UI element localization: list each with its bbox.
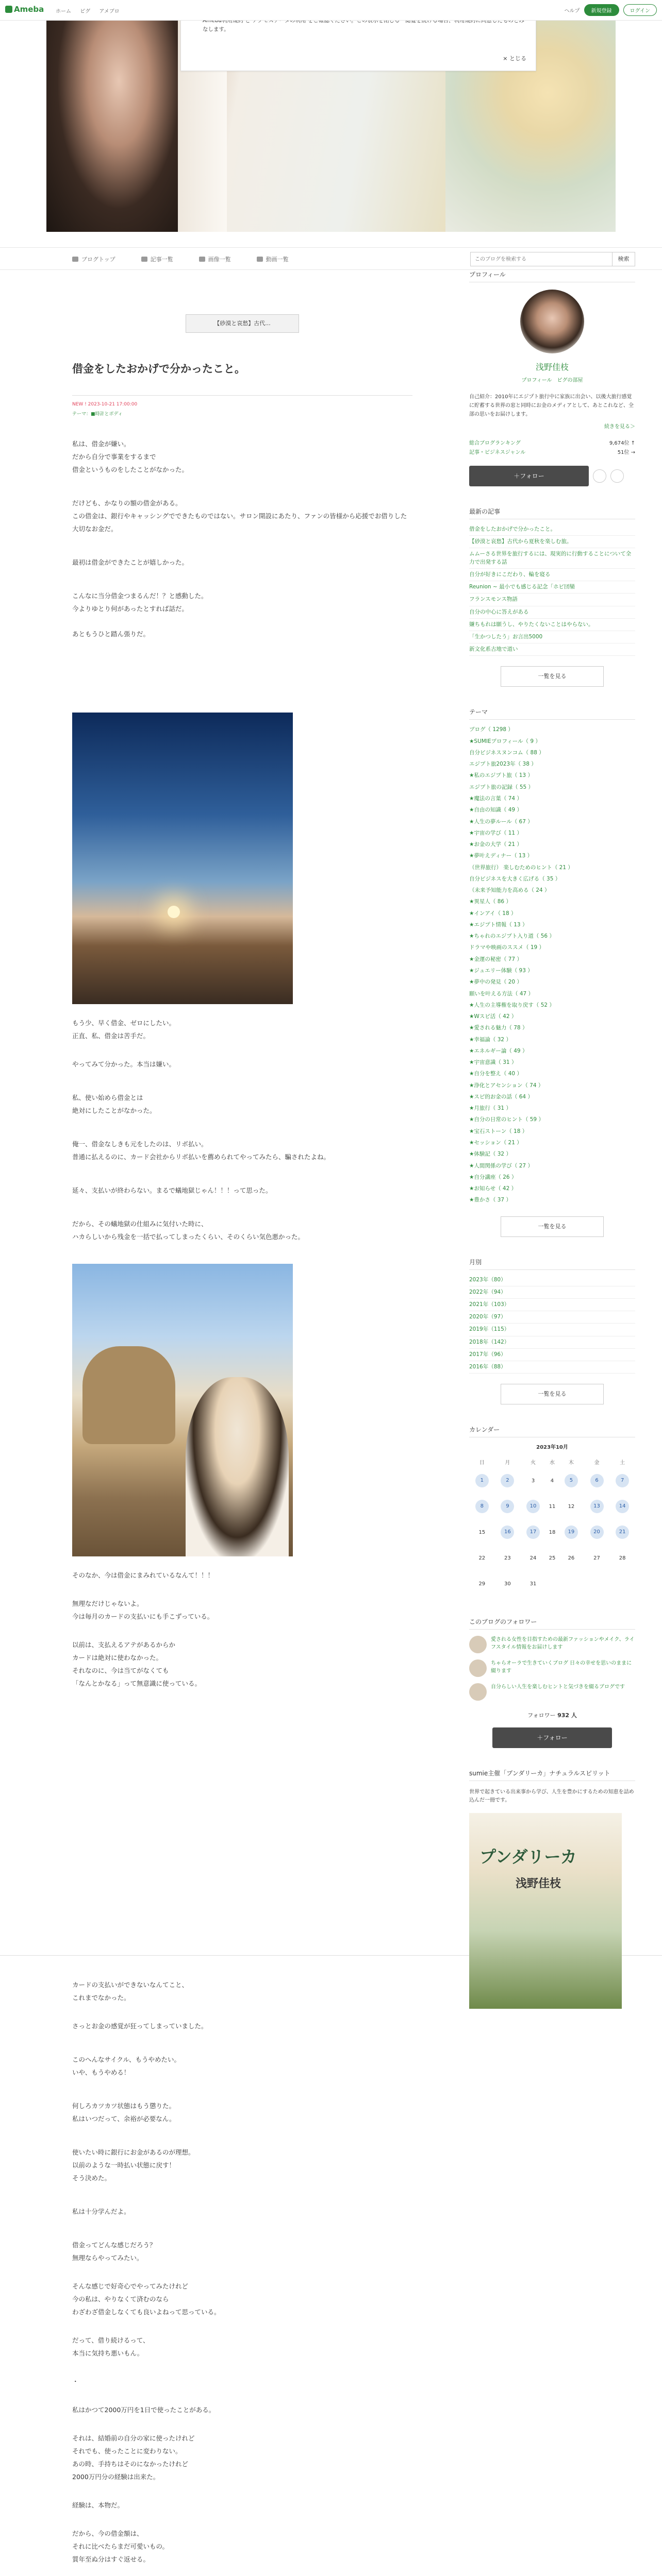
- calendar-weekday: 月: [505, 1460, 510, 1466]
- sidebar: [469, 270, 635, 2009]
- recent-article-link[interactable]: Reunion ~ 最小でも感じる記念「ホビ団欒: [469, 581, 635, 594]
- top-nav: [56, 7, 127, 14]
- blog-search: [470, 252, 635, 266]
- archive-link[interactable]: 2019年（115）: [469, 1324, 635, 1336]
- paragraph: 使いたい時に銀行にお金があるのが理想。 以前のような一時払い状態に戻す！ そう決めた。: [72, 2148, 195, 2182]
- follower-text: ちゃらオーラで生きていくブログ 日々の幸せを思いのままに綴ります: [491, 1660, 632, 1674]
- rank-row[interactable]: [469, 439, 635, 448]
- theme-link[interactable]: ★SUMIEプロフィール（ 9 ）: [469, 738, 541, 744]
- calendar-day: [546, 1571, 558, 1597]
- theme-link[interactable]: ★お金の大学（ 21 ）: [469, 841, 522, 848]
- nav-blog-top-label: ブログトップ: [81, 256, 115, 263]
- theme-link[interactable]: ★愛される魅力（ 78 ）: [469, 1025, 528, 1031]
- calendar-day-number: 19: [565, 1526, 578, 1539]
- theme-link[interactable]: ★自分の日常のヒント（ 59 ）: [469, 1116, 544, 1123]
- theme-link[interactable]: ドラマや映画のススメ（ 19 ）: [469, 944, 545, 951]
- theme-link[interactable]: ★セッション（ 21 ）: [469, 1139, 522, 1146]
- theme-link[interactable]: ★金運の秘密（ 77 ）: [469, 956, 522, 962]
- top-bar-actions: [565, 4, 657, 16]
- follow-area: [469, 466, 635, 486]
- paragraph: 俺一、借金なしきも元をしたのは、リボ払い。 普通に払えるのに、カード会社からリボ払いを薦められてやってみたら、騙されたよね。: [72, 1140, 330, 1161]
- theme-more-button[interactable]: 一覧を見る: [501, 1216, 604, 1237]
- calendar-day-number: 10: [526, 1500, 540, 1513]
- nav-image-list[interactable]: [199, 255, 231, 263]
- calendar-day[interactable]: [584, 1468, 610, 1494]
- book-heading: sumie主催「プンダリーカ」ナチュラルスピリット: [469, 1769, 635, 1781]
- theme-link[interactable]: ★夢叶えディナー（ 13 ）: [469, 853, 533, 859]
- calendar-day-number: 9: [501, 1500, 514, 1513]
- calendar-day-number: 21: [616, 1526, 629, 1539]
- ameba-logo[interactable]: [5, 5, 44, 14]
- book-title: プンダリーカ: [479, 1847, 577, 1867]
- calendar-weekday: 金: [594, 1460, 600, 1466]
- sphinx-photo[interactable]: [72, 1264, 293, 1556]
- theme-link[interactable]: ★エジプト情報（ 13 ）: [469, 921, 528, 928]
- calendar: [469, 1425, 635, 1597]
- theme-link[interactable]: ★人生の夢ルール（ 67 ）: [469, 818, 533, 825]
- nav-video-list-label: 動画一覧: [266, 256, 289, 263]
- follower-text: 自分らしい人生を楽しむヒントと気づきを綴るブログです: [491, 1684, 625, 1690]
- follower-item[interactable]: [469, 1636, 635, 1653]
- paragraph: カードの支払いができないなんてこと、 これまでなかった。: [72, 1981, 189, 2002]
- ranking: [469, 439, 635, 457]
- paragraph: 借金ってどんな感じだろう？ 無理ならやってみたい。: [72, 2241, 156, 2262]
- profile-name[interactable]: 浅野佳枝: [535, 362, 569, 372]
- calendar-day-number: 8: [475, 1500, 489, 1513]
- search-button[interactable]: 検索: [612, 252, 635, 266]
- calendar-day[interactable]: [558, 1468, 584, 1494]
- theme-link[interactable]: （世界旅行） 楽しむためのヒント（ 21 ）: [469, 864, 573, 871]
- paragraph: 私は十分学んだよ。: [72, 2208, 130, 2215]
- cookie-close-button[interactable]: × とじる: [503, 55, 526, 62]
- calendar-day[interactable]: [609, 1519, 635, 1545]
- paragraph: 私はかつて2000万円を1日で使ったことがある。: [72, 2406, 216, 2414]
- calendar-day[interactable]: [558, 1519, 584, 1545]
- archive-list: [469, 1274, 635, 1374]
- article: [72, 270, 412, 1705]
- paragraph: 私、使い始めら借金とは 絶対にしたことがなかった。: [72, 1094, 156, 1115]
- theme-link[interactable]: ★ジュエリー体験（ 93 ）: [469, 967, 533, 974]
- calendar-day[interactable]: [584, 1494, 610, 1519]
- followers-heading: このブログのフォロワー: [469, 1617, 635, 1630]
- recent-article-link[interactable]: ムムーさる世界を旅行するには、現実的に行動することについて全力で出発する話: [469, 548, 635, 568]
- paragraph: やってみて分かった。本当は嫌い。: [72, 1060, 176, 1069]
- theme-link[interactable]: 自分ビジネスヌンコム（ 88 ）: [469, 749, 544, 756]
- calendar-weekday: 火: [531, 1460, 536, 1466]
- calendar-weekday: 土: [620, 1460, 625, 1466]
- article-date: NEW ! 2023-10-21 17:00:00: [72, 402, 138, 408]
- paragraph: だから、今の借金額は、 それに比べたらまだ可愛いもの。 質年至ぬ分はすぐ返せる。: [72, 2530, 169, 2563]
- help-link[interactable]: ヘルプ: [564, 8, 580, 14]
- calendar-day-number: 23: [504, 1555, 511, 1561]
- theme-link[interactable]: ★人間関係の学び（ 27 ）: [469, 1162, 533, 1169]
- calendar-day-number: 14: [616, 1500, 629, 1513]
- calendar-day-number: 3: [531, 1478, 535, 1484]
- paragraph: 最初は借金ができたことが嬉しかった。: [72, 558, 189, 567]
- calendar-day[interactable]: [495, 1468, 521, 1494]
- calendar-day-number: 24: [529, 1555, 537, 1561]
- theme-link[interactable]: エジプト旅の記録（ 55 ）: [469, 784, 534, 790]
- theme-link[interactable]: ★エネルギー論（ 49 ）: [469, 1047, 528, 1054]
- calendar-heading: カレンダー: [469, 1425, 635, 1437]
- theme-link[interactable]: （未来予知能力を高める（ 24 ）: [469, 887, 550, 894]
- follow-button[interactable]: ＋フォロー: [469, 466, 589, 486]
- profile-description: 自己紹介：2010年にエジプト旅行中に家族に出会い、以後大旅行感覚に貯蓄する世界の窓と同時にお金のメディアとして、あとこれなど、全部の思いをお届けします。: [469, 394, 634, 417]
- nav-image-list-label: 画像一覧: [208, 256, 231, 263]
- theme-link[interactable]: ★ちゃれのエジプト入り道（ 56 ）: [469, 933, 555, 940]
- theme-link[interactable]: ★月旅行（ 31 ）: [469, 1105, 511, 1112]
- archive-link[interactable]: 2016年（88）: [469, 1361, 635, 1374]
- calendar-month[interactable]: 2023年10月: [536, 1445, 568, 1451]
- paragraph: ・: [72, 2378, 79, 2385]
- calendar-day-number: 20: [590, 1526, 604, 1539]
- book-promo: [469, 1769, 635, 2009]
- follower-text: 愛される女性を目指すための最新ファッションやメイク、ライフスタイル情報をお届けします: [491, 1637, 635, 1651]
- theme-link[interactable]: 自分ビジネスを大きく広げる（ 35 ）: [469, 875, 561, 882]
- search-input[interactable]: [471, 252, 612, 266]
- archive-heading: 月別: [469, 1258, 635, 1270]
- followers: [469, 1617, 635, 1748]
- book-author: 浅野佳枝: [516, 1877, 561, 1891]
- paragraph: こんなに当分借金つまるんだ！？と感動した。 今よりゆとり何があったとすれば話だ。: [72, 592, 208, 613]
- rss-icon[interactable]: [610, 469, 624, 483]
- archive-link[interactable]: 2023年（80）: [469, 1274, 635, 1286]
- calendar-table: [469, 1455, 635, 1597]
- archive-link[interactable]: 2018年（142）: [469, 1336, 635, 1349]
- theme-link[interactable]: ★自分講座（ 26 ）: [469, 1174, 517, 1180]
- nav-pigg[interactable]: ピグ: [80, 9, 91, 14]
- follow-area-2: [469, 1727, 635, 1748]
- theme-link[interactable]: ★Wスピ活（ 42 ）: [469, 1013, 517, 1020]
- recent-article-link[interactable]: 【砂漠と哀愁】古代から夏秋を楽しむ旅。: [469, 536, 635, 548]
- rank-label: 総合ブログランキング: [469, 440, 521, 446]
- paragraph: それは、結婚前の自分の家に使ったけれど それでも、使ったことに変わりない。 あの時、手持ちはそのになかったけれど 2000万円分の経験は出来た。: [72, 2434, 195, 2481]
- follower-count-value: 932 人: [557, 1712, 577, 1719]
- recent-more-button[interactable]: 一覧を見る: [501, 666, 604, 687]
- share-icon[interactable]: [593, 469, 606, 483]
- theme-link[interactable]: 願いを叶える方法（ 47 ）: [469, 990, 534, 997]
- calendar-day-number: 11: [549, 1503, 556, 1510]
- recent-article-link[interactable]: 借金をしたおかげで分かったこと。: [469, 523, 635, 536]
- paragraph: 延々、支払いが終わらない。まるで蟻地獄じゃん！！！って思った。: [72, 1187, 272, 1195]
- rank-value: 51位 →: [617, 450, 635, 455]
- book-cover[interactable]: [469, 1813, 622, 2009]
- theme-link[interactable]: ★私のエジプト旅（ 13 ）: [469, 772, 533, 779]
- calendar-day-number: 22: [478, 1555, 486, 1561]
- theme-link[interactable]: ★宇宙意識（ 31 ）: [469, 1059, 517, 1066]
- camera-icon: [199, 257, 205, 262]
- theme-link[interactable]: ★魔法の言葉（ 74 ）: [469, 795, 522, 802]
- theme-link[interactable]: エジプト旅2023年（ 38 ）: [469, 761, 537, 768]
- person-shape: [186, 1377, 289, 1556]
- archives: [469, 1258, 635, 1405]
- avatar[interactable]: [520, 290, 584, 353]
- blog-nav: [0, 247, 662, 270]
- recent-article-link[interactable]: 「生かつしたう」お言出5000: [469, 631, 635, 643]
- calendar-day[interactable]: [609, 1468, 635, 1494]
- paragraph: 無理なだけじゃないよ。 今は毎月のカードの支払いにも手こずっている。: [72, 1600, 214, 1621]
- archive-link[interactable]: 2022年（94）: [469, 1286, 635, 1299]
- calendar-day-number: 17: [526, 1526, 540, 1539]
- calendar-day-number: 4: [550, 1478, 554, 1484]
- article-title[interactable]: 借金をしたおかげで分かったこと。: [72, 363, 245, 375]
- calendar-day-number: 15: [478, 1529, 486, 1535]
- list-icon: [141, 257, 147, 262]
- calendar-day[interactable]: [520, 1494, 546, 1519]
- home-icon: [72, 257, 78, 262]
- calendar-day[interactable]: [609, 1494, 635, 1519]
- nav-ameblo[interactable]: アメブロ: [99, 9, 120, 14]
- calendar-weekday: 水: [549, 1460, 555, 1466]
- paragraph: そんな感じで好奇心でやってみたけれど 今の私は、やりなくて済むのなら わざわざ借金しなくても良いよねって思っている。: [72, 2282, 221, 2316]
- calendar-day: [520, 1571, 546, 1597]
- rank-row[interactable]: [469, 448, 635, 457]
- paragraph: さっとお金の感覚が狂ってしまっていました。: [72, 2022, 208, 2030]
- follower-count: [469, 1711, 635, 1719]
- nav-home[interactable]: ホーム: [56, 9, 71, 14]
- theme-link[interactable]: ★夢中の発見（ 20 ）: [469, 979, 522, 986]
- logo-text: Ameba: [14, 5, 44, 14]
- register-button[interactable]: 新規登録: [584, 4, 619, 16]
- title-divider: [72, 395, 412, 396]
- paragraph: だから、その蟻地獄の仕組みに気付いた時に、 ハカらしいから残金を一括で払ってしまったくらい、そのくらい気色悪かった。: [72, 1220, 305, 1241]
- calendar-day-number: 18: [549, 1529, 556, 1535]
- ameba-logo-icon: [5, 6, 12, 13]
- calendar-day-number: 16: [501, 1526, 514, 1539]
- profile-links[interactable]: プロフィール ピグの部屋: [521, 378, 583, 383]
- paragraph: 経験は、本物だ。: [72, 2501, 124, 2509]
- theme-link[interactable]: ★インアイ（ 18 ）: [469, 910, 517, 917]
- calendar-day: [546, 1494, 558, 1519]
- calendar-day-number: 12: [568, 1503, 575, 1510]
- theme-link[interactable]: ★人生の主導権を取り戻す（ 52 ）: [469, 1002, 555, 1008]
- calendar-day: [546, 1519, 558, 1545]
- recent-article-link[interactable]: 嫌ちもれは願うし、やりたくないことはやらない。: [469, 619, 635, 631]
- paragraph: そのなか、今は借金にまみれているなんて！！！: [72, 1571, 214, 1580]
- calendar-day: [609, 1545, 635, 1571]
- calendar-day: [558, 1571, 584, 1597]
- recent-list: [469, 523, 635, 656]
- theme-link[interactable]: ★宇宙の学び（ 11 ）: [469, 829, 522, 836]
- paragraph: 以前は、支払えるアテがあるからか カードは絶対に使わなかった。 それなのに、今は当てがなくても 「なんとかなる」って無意識に使っている。: [72, 1641, 202, 1688]
- calendar-day-number: 31: [529, 1581, 537, 1587]
- theme-link[interactable]: ★自分を整え（ 40 ）: [469, 1071, 522, 1077]
- calendar-day: [520, 1545, 546, 1571]
- calendar-day-number: 2: [501, 1474, 514, 1487]
- calendar-day-number: 1: [475, 1474, 489, 1487]
- recent-article-link[interactable]: 新文化系古地で道い: [469, 643, 635, 656]
- theme-list: [469, 724, 635, 1206]
- video-icon: [257, 257, 263, 262]
- archive-link[interactable]: 2021年（103）: [469, 1299, 635, 1311]
- profile-heading: プロフィール: [469, 270, 635, 282]
- calendar-day: [520, 1468, 546, 1494]
- login-button[interactable]: ログイン: [623, 4, 657, 16]
- calendar-day-number: 26: [568, 1555, 575, 1561]
- profile-more-link[interactable]: 続きを見る＞: [604, 424, 635, 430]
- theme-link[interactable]: ★幸福論（ 32 ）: [469, 1036, 511, 1043]
- calendar-day: [546, 1545, 558, 1571]
- calendar-day[interactable]: [469, 1494, 495, 1519]
- theme-link[interactable]: ★宝石ストーン（ 18 ）: [469, 1128, 528, 1134]
- rank-label: 記事・ビジネスジャンル: [469, 450, 526, 455]
- calendar-day-number: 29: [478, 1581, 486, 1587]
- calendar-day-number: 28: [619, 1555, 626, 1561]
- calendar-day[interactable]: [584, 1519, 610, 1545]
- calendar-day: [584, 1545, 610, 1571]
- follow-button-2[interactable]: ＋フォロー: [492, 1727, 612, 1748]
- follower-avatar: [469, 1659, 487, 1677]
- top-bar: [0, 0, 662, 21]
- archive-more-button[interactable]: 一覧を見る: [501, 1384, 604, 1404]
- theme-link[interactable]: ★お知らせ（ 42 ）: [469, 1185, 517, 1192]
- recent-articles: [469, 507, 635, 687]
- calendar-day-number: 27: [593, 1555, 600, 1561]
- calendar-day[interactable]: [495, 1519, 521, 1545]
- paragraph: 私は、借金が嫌い。 だから自分で事業をするまで 借金というものをしたことがなかった。: [72, 440, 189, 474]
- book-description: 世界で起きている出来事から学び、人生を豊かにするための知恵を詰め込んだ一冊です。: [469, 1789, 634, 1804]
- article-body: [72, 437, 412, 1690]
- recent-heading: 最新の記事: [469, 507, 635, 519]
- header-portrait: [46, 0, 178, 232]
- nav-video-list[interactable]: [257, 255, 289, 263]
- paragraph: このへんなサイクル、もうやめたい。 いや、もうやめる！: [72, 2056, 181, 2076]
- calendar-day: [584, 1571, 610, 1597]
- recent-article-link[interactable]: 自分の中心に答えがある: [469, 606, 635, 619]
- follower-item[interactable]: [469, 1683, 635, 1701]
- theme-link[interactable]: ★豊かさ（ 37 ）: [469, 1197, 511, 1204]
- theme-heading: テーマ: [469, 707, 635, 720]
- calendar-day-number: 13: [590, 1500, 604, 1513]
- follower-avatar: [469, 1636, 487, 1653]
- archive-link[interactable]: 2020年（97）: [469, 1311, 635, 1324]
- nav-article-list-label: 記事一覧: [150, 256, 173, 263]
- calendar-day: [469, 1571, 495, 1597]
- follower-avatar: [469, 1683, 487, 1701]
- paragraph: だって、借り続けるって、 本当に気持ち悪いもん。: [72, 2336, 150, 2357]
- theme-link[interactable]: ★体験記（ 32 ）: [469, 1151, 511, 1158]
- calendar-day: [609, 1571, 635, 1597]
- recent-article-link[interactable]: 自分が好きにこだわり、輪を寝る: [469, 569, 635, 581]
- calendar-day: [546, 1468, 558, 1494]
- article-body-continued: [72, 1978, 412, 2576]
- nav-article-list[interactable]: [141, 255, 173, 263]
- theme-link[interactable]: ブログ（ 1298 ）: [469, 726, 514, 733]
- article-theme[interactable]: テーマ：■時計とボディ: [72, 412, 123, 417]
- calendar-day: [469, 1545, 495, 1571]
- follower-item[interactable]: [469, 1659, 635, 1677]
- themes: [469, 707, 635, 1236]
- paragraph: もう少、早く借金、ゼロにしたい。 正直、私、借金は苦手だ。: [72, 1019, 176, 1040]
- archive-link[interactable]: 2017年（96）: [469, 1349, 635, 1361]
- calendar-day: [469, 1519, 495, 1545]
- theme-link[interactable]: ★異星人（ 86 ）: [469, 899, 511, 905]
- sun-shape: [168, 906, 180, 918]
- calendar-day-number: 25: [549, 1555, 556, 1561]
- paragraph: あともうひと踏ん張りだ。: [72, 630, 150, 638]
- calendar-day[interactable]: [495, 1494, 521, 1519]
- theme-link[interactable]: ★スピ的お金の話（ 64 ）: [469, 1093, 533, 1100]
- calendar-day-number: 6: [590, 1474, 604, 1487]
- prev-article-button[interactable]: 【砂漠と哀愁】古代...: [186, 314, 299, 333]
- calendar-day: [558, 1494, 584, 1519]
- theme-link[interactable]: ★自由の知識（ 49 ）: [469, 807, 522, 814]
- sunrise-photo[interactable]: [72, 713, 293, 1004]
- paragraph: だけども、かなりの額の借金がある。 この借金は、銀行やキャッシングでできたものではない。サロン開設にあたり、ファンの皆様から応援でお借りした大切なお金だ。: [72, 499, 407, 533]
- calendar-day-number: 5: [565, 1474, 578, 1487]
- paragraph: 何しろカツカツ状態はもう懲りた。 私はいつだって、余裕が必要なん。: [72, 2102, 176, 2123]
- calendar-day: [495, 1545, 521, 1571]
- calendar-day[interactable]: [469, 1468, 495, 1494]
- calendar-weekday: 日: [479, 1460, 485, 1466]
- calendar-day-number: 30: [504, 1581, 511, 1587]
- cookie-notice-text: なします。: [203, 26, 229, 32]
- theme-link[interactable]: ★浄化とアセンション（ 74 ）: [469, 1082, 544, 1089]
- recent-article-link[interactable]: フランスモンス物語: [469, 594, 635, 606]
- follower-count-label: フォロワー: [527, 1712, 556, 1719]
- calendar-day[interactable]: [520, 1519, 546, 1545]
- nav-blog-top[interactable]: [72, 255, 115, 263]
- calendar-day: [558, 1545, 584, 1571]
- calendar-weekday: 木: [568, 1460, 574, 1466]
- calendar-day: [495, 1571, 521, 1597]
- rank-value: 9,674位 ↑: [609, 440, 635, 446]
- calendar-day-number: 7: [616, 1474, 629, 1487]
- sphinx-shape: [82, 1346, 175, 1444]
